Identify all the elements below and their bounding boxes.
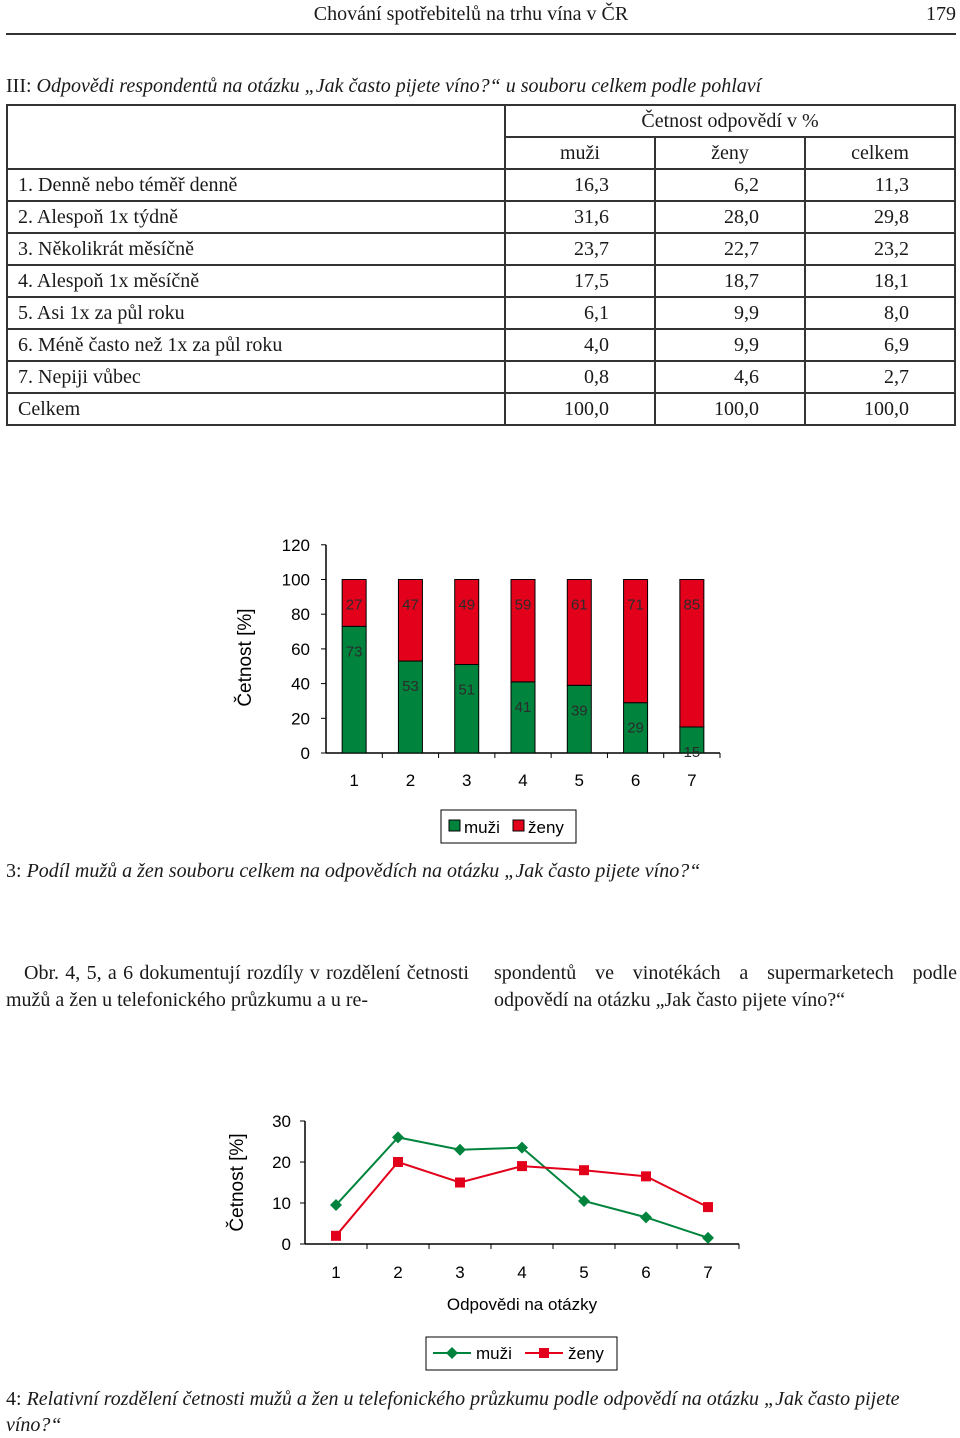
table-row (7, 265, 955, 297)
table-caption-text: Odpovědi respondentů na otázku „Jak často pijete víno?“ u souboru celkem podle pohlaví (36, 75, 762, 97)
table-cell: 9,9 (655, 297, 805, 329)
table-cell: 11,3 (805, 169, 955, 201)
figure3-caption-text: Podíl mužů a žen souboru celkem na odpovědích na otázku „Jak často pijete víno?“ (26, 860, 701, 882)
data-label: 71 (627, 596, 644, 614)
y-tick-label: 20 (272, 1153, 291, 1172)
x-axis-label: Odpovědi na otázky (446, 1295, 598, 1314)
bar-segment-zeny (511, 580, 535, 682)
table-cell: 8,0 (805, 297, 955, 329)
table-cell: 4,6 (655, 361, 805, 393)
y-tick-label: 40 (291, 674, 310, 694)
point-marker-zeny (393, 1157, 403, 1167)
data-label: 51 (458, 681, 476, 699)
data-label: 39 (570, 702, 588, 720)
data-table (6, 104, 956, 426)
y-tick-label: 10 (272, 1194, 291, 1213)
y-tick-label: 100 (281, 570, 310, 590)
y-tick-label: 120 (281, 535, 310, 555)
x-tick-label: 2 (393, 1263, 403, 1282)
x-tick-label: 7 (703, 1263, 713, 1282)
x-tick-label: 4 (517, 1263, 527, 1282)
table-caption-label: III: (6, 75, 32, 97)
table-cell: 23,7 (505, 233, 655, 265)
table-cell: 22,7 (655, 233, 805, 265)
y-axis-label: Četnost [%] (235, 608, 256, 707)
table-row (7, 329, 955, 361)
point-marker-muzi (640, 1211, 652, 1223)
legend-marker-zeny (539, 1348, 549, 1358)
point-marker-muzi (454, 1144, 466, 1156)
table-row (7, 393, 955, 425)
table-cell: 28,0 (655, 201, 805, 233)
row-label: 4. Alespoň 1x měsíčně (7, 265, 505, 297)
x-tick-label: 1 (331, 1263, 341, 1282)
table-row (7, 169, 955, 201)
body-paragraph-right: spondentů ve vinotékách a supermarketech podle odpovědí na otázku „Jak často pijete víno?“ (494, 962, 957, 1011)
data-label: 27 (345, 596, 363, 614)
data-label: 47 (402, 596, 419, 614)
bar-segment-zeny (398, 580, 422, 662)
row-label: 7. Nepiji vůbec (7, 361, 505, 393)
legend-swatch-zeny (513, 820, 524, 831)
point-marker-zeny (579, 1165, 589, 1175)
data-label: 53 (402, 678, 419, 696)
figure4-caption-label: 4: (6, 1388, 22, 1410)
figure4-caption (6, 1386, 956, 1438)
data-label: 59 (514, 596, 532, 614)
data-label: 61 (570, 596, 588, 614)
x-tick-label: 6 (641, 1263, 651, 1282)
legend-label-muzi: muži (464, 818, 500, 837)
running-title: Chování spotřebitelů na trhu vína v ČR (313, 3, 629, 25)
stacked-bar-chart (0, 525, 960, 855)
page-number: 179 (926, 3, 956, 25)
x-tick-label: 7 (687, 771, 697, 790)
series-line-zeny (336, 1162, 708, 1236)
figure3-caption (6, 858, 956, 884)
point-marker-zeny (455, 1178, 465, 1188)
x-tick-label: 3 (455, 1263, 465, 1282)
data-label: 29 (627, 719, 644, 737)
data-label: 49 (458, 596, 476, 614)
legend-label-muzi: muži (476, 1344, 512, 1363)
x-tick-label: 3 (461, 771, 472, 790)
table-cell: 17,5 (505, 265, 655, 297)
table-cell: 4,0 (505, 329, 655, 361)
y-tick-label: 60 (291, 639, 310, 659)
table-cell: 100,0 (805, 393, 955, 425)
table-cell: 6,2 (655, 169, 805, 201)
x-tick-label: 1 (349, 771, 359, 790)
x-tick-label: 4 (518, 771, 528, 790)
table-cell: 9,9 (655, 329, 805, 361)
table-cell: 2,7 (805, 361, 955, 393)
legend-swatch-muzi (449, 820, 460, 831)
table-cell: 31,6 (505, 201, 655, 233)
table-corner-cell (7, 105, 505, 169)
point-marker-zeny (517, 1161, 527, 1171)
table-header-row (7, 105, 955, 137)
data-label: 73 (345, 643, 363, 661)
point-marker-muzi (702, 1232, 714, 1244)
x-tick-label: 2 (405, 771, 416, 790)
line-chart (0, 1100, 960, 1380)
point-marker-zeny (331, 1231, 341, 1241)
figure3-caption-label: 3: (6, 860, 22, 882)
y-tick-label: 0 (281, 1235, 291, 1254)
y-tick-label: 0 (300, 744, 310, 763)
legend-label-zeny: ženy (528, 818, 564, 837)
table-group-header: Četnost odpovědí v % (505, 105, 955, 137)
y-tick-label: 30 (272, 1112, 291, 1131)
table-caption (6, 75, 761, 98)
table-cell: 100,0 (655, 393, 805, 425)
table-column-header: ženy (655, 137, 805, 169)
point-marker-zeny (703, 1202, 713, 1212)
table-cell: 18,1 (805, 265, 955, 297)
table-cell: 23,2 (805, 233, 955, 265)
data-label: 15 (683, 743, 701, 761)
y-tick-label: 80 (291, 605, 310, 625)
table-cell: 18,7 (655, 265, 805, 297)
table-row (7, 297, 955, 329)
point-marker-zeny (641, 1171, 651, 1181)
row-label: 1. Denně nebo téměř denně (7, 169, 505, 201)
row-label: 3. Několikrát měsíčně (7, 233, 505, 265)
legend-label-zeny: ženy (568, 1344, 604, 1363)
table-cell: 0,8 (505, 361, 655, 393)
bar-segment-muzi (398, 661, 422, 753)
table-column-header: muži (505, 137, 655, 169)
bar-segment-muzi (511, 682, 535, 753)
bar-segment-zeny (567, 580, 591, 686)
body-paragraph-left: Obr. 4, 5, a 6 dokumentují rozdíly v rozdělení četnosti mužů a žen u telefonického průzkumu a u re- (6, 962, 469, 1011)
figure4-caption-text: Relativní rozdělení četnosti mužů a žen u telefonického průzkumu podle odpovědí na otázku „Jak často pijete víno?“ (6, 1388, 900, 1436)
x-tick-label: 5 (579, 1263, 589, 1282)
y-tick-label: 20 (291, 709, 310, 729)
table-row (7, 201, 955, 233)
bar-segment-zeny (455, 580, 479, 665)
data-label: 85 (683, 596, 701, 614)
running-header (6, 0, 956, 35)
x-tick-label: 6 (630, 771, 641, 790)
table-cell: 100,0 (505, 393, 655, 425)
table-cell: 6,1 (505, 297, 655, 329)
table-cell: 29,8 (805, 201, 955, 233)
row-label: Celkem (7, 393, 505, 425)
bar-segment-muzi (455, 665, 479, 753)
x-tick-label: 5 (574, 771, 585, 790)
data-label: 41 (514, 698, 532, 716)
y-axis-label: Četnost [%] (227, 1133, 248, 1232)
table-column-header: celkem (805, 137, 955, 169)
row-label: 5. Asi 1x za půl roku (7, 297, 505, 329)
table-cell: 16,3 (505, 169, 655, 201)
table-row (7, 233, 955, 265)
table-row (7, 361, 955, 393)
row-label: 2. Alespoň 1x týdně (7, 201, 505, 233)
table-cell: 6,9 (805, 329, 955, 361)
row-label: 6. Méně často než 1x za půl roku (7, 329, 505, 361)
